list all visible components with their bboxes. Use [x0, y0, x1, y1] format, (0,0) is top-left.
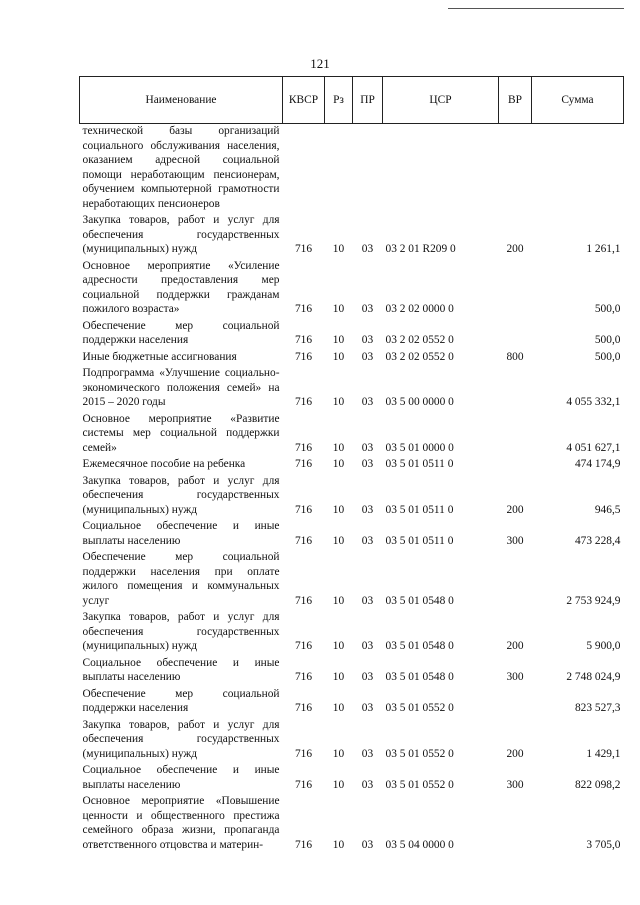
cell-name: Социальное обеспечение и иные выплаты населению — [82, 764, 280, 791]
cell-rz: 10 — [332, 334, 345, 346]
cell-csr: 03 5 01 0548 0 — [385, 671, 454, 683]
cell-sum: 823 527,3 — [574, 702, 621, 714]
cell-sum: 4 055 332,1 — [566, 396, 621, 408]
cell-name: Закупка товаров, работ и услуг для обеспечения государственных (муниципальных) нужд — [82, 718, 280, 760]
cell-name: Основное мероприятие «Усиление адресности предоставления мер социальной поддержки гражданам пожилого возраста» — [82, 259, 280, 315]
cell-sum: 473 228,4 — [574, 534, 621, 547]
cell-name: Ежемесячное пособие на ребенка — [82, 458, 246, 470]
cell-rz: 10 — [332, 640, 345, 652]
cell-rz: 10 — [332, 534, 345, 547]
cell-sum: 822 098,2 — [574, 778, 621, 791]
cell-name: Обеспечение мер социальной поддержки населения — [82, 319, 280, 346]
cell-vr — [499, 550, 532, 610]
cell-name: Иные бюджетные ассигнования — [82, 350, 237, 363]
cell-rz: 10 — [332, 303, 345, 315]
cell-vr: 300 — [506, 778, 524, 791]
cell-name: Обеспечение мер социальной поддержки населения при оплате жилого помещения и коммунальных услуг — [82, 551, 280, 607]
cell-kvsr: 716 — [294, 243, 313, 255]
cell-csr: 03 5 01 0552 0 — [385, 747, 454, 760]
cell-csr: 03 5 01 0000 0 — [385, 441, 454, 454]
cell-pr: 03 — [361, 594, 374, 607]
cell-vr — [499, 794, 532, 854]
cell-kvsr: 716 — [294, 747, 313, 760]
cell-kvsr: 716 — [294, 334, 313, 346]
cell-csr — [383, 124, 499, 214]
cell-vr — [499, 687, 532, 718]
cell-name: Закупка товаров, работ и услуг для обеспечения государственных (муниципальных) нужд — [82, 611, 280, 652]
table-row — [80, 366, 624, 412]
cell-csr: 03 5 00 0000 0 — [385, 396, 454, 408]
cell-name: Социальное обеспечение и иные выплаты населению — [82, 520, 280, 547]
cell-csr: 03 2 02 0552 0 — [385, 334, 454, 346]
cell-csr: 03 5 01 0552 0 — [385, 778, 454, 791]
cell-sum: 1 429,1 — [586, 747, 621, 760]
cell-vr: 200 — [506, 747, 524, 760]
cell-kvsr: 716 — [294, 503, 313, 516]
header-vr: ВР — [499, 77, 532, 124]
cell-kvsr — [283, 124, 325, 214]
cell-pr: 03 — [361, 503, 374, 516]
cell-pr: 03 — [361, 396, 374, 408]
cell-vr — [499, 412, 532, 458]
cell-csr: 03 5 01 0511 0 — [385, 458, 454, 470]
header-rz: Рз — [325, 77, 353, 124]
cell-sum: 2 753 924,9 — [566, 594, 621, 607]
table-row — [80, 656, 624, 687]
cell-name: Закупка товаров, работ и услуг для обеспечения государственных (муниципальных) нужд — [82, 214, 280, 255]
cell-sum: 500,0 — [594, 334, 621, 346]
cell-sum: 3 705,0 — [586, 838, 621, 851]
table-row — [80, 474, 624, 520]
cell-vr: 800 — [506, 350, 524, 363]
cell-pr: 03 — [361, 441, 374, 454]
cell-csr: 03 2 02 0000 0 — [385, 303, 454, 315]
cell-kvsr: 716 — [294, 778, 313, 791]
cell-name: Основное мероприятие «Развитие системы мер социальной поддержки семей» — [82, 412, 280, 454]
cell-name: Подпрограмма «Улучшение социально-экономического положения семей» на 2015 – 2020 годы — [82, 367, 280, 408]
cell-pr: 03 — [361, 350, 374, 363]
cell-sum — [532, 124, 624, 214]
cell-kvsr: 716 — [294, 303, 313, 315]
cell-vr — [499, 259, 532, 319]
cell-rz: 10 — [332, 243, 345, 255]
header-sum: Сумма — [532, 77, 624, 124]
cell-rz: 10 — [332, 396, 345, 408]
table-header-row — [80, 77, 624, 124]
cell-rz: 10 — [332, 350, 345, 363]
cell-vr: 200 — [506, 503, 524, 516]
cell-sum: 500,0 — [594, 350, 621, 363]
header-csr: ЦСР — [383, 77, 499, 124]
header-name: Наименование — [80, 77, 283, 124]
table-row — [80, 213, 624, 259]
cell-csr: 03 5 04 0000 0 — [385, 838, 454, 851]
cell-csr: 03 5 01 0511 0 — [385, 503, 454, 516]
cell-rz: 10 — [332, 441, 345, 454]
cell-csr: 03 5 01 0511 0 — [385, 534, 454, 547]
cell-pr: 03 — [361, 702, 374, 714]
cell-kvsr: 716 — [294, 441, 313, 454]
table-row — [80, 763, 624, 794]
cell-sum: 5 900,0 — [586, 640, 621, 652]
cell-pr: 03 — [361, 334, 374, 346]
cell-name: Обеспечение мер социальной поддержки населения — [82, 687, 280, 714]
cell-vr: 200 — [506, 640, 524, 652]
cell-pr: 03 — [361, 778, 374, 791]
table-row — [80, 519, 624, 550]
cell-vr — [499, 124, 532, 214]
cell-csr: 03 5 01 0548 0 — [385, 594, 454, 607]
cell-pr: 03 — [361, 303, 374, 315]
cell-sum: 2 748 024,9 — [566, 671, 621, 683]
cell-kvsr: 716 — [294, 640, 313, 652]
cell-pr: 03 — [361, 747, 374, 760]
cell-vr: 300 — [506, 534, 524, 547]
cell-kvsr: 716 — [294, 350, 313, 363]
cell-sum: 4 051 627,1 — [566, 441, 621, 454]
table-row — [80, 259, 624, 319]
cell-pr: 03 — [361, 458, 374, 470]
cell-rz: 10 — [332, 458, 345, 470]
cell-rz: 10 — [332, 503, 345, 516]
cell-pr: 03 — [361, 243, 374, 255]
cell-rz: 10 — [332, 671, 345, 683]
cell-csr: 03 5 01 0552 0 — [385, 702, 454, 714]
table-row — [80, 412, 624, 458]
cell-kvsr: 716 — [294, 838, 313, 851]
top-rule — [448, 8, 624, 9]
cell-pr: 03 — [361, 640, 374, 652]
cell-rz: 10 — [332, 702, 345, 714]
cell-vr — [499, 366, 532, 412]
table-row — [80, 124, 624, 214]
table-row — [80, 550, 624, 610]
table-row — [80, 319, 624, 350]
cell-kvsr: 716 — [294, 534, 313, 547]
table-row — [80, 610, 624, 656]
cell-kvsr: 716 — [294, 671, 313, 683]
cell-vr — [499, 457, 532, 474]
budget-table — [79, 76, 624, 854]
cell-kvsr: 716 — [294, 396, 313, 408]
cell-rz: 10 — [332, 778, 345, 791]
table-row — [80, 794, 624, 854]
cell-rz — [325, 124, 353, 214]
cell-pr: 03 — [361, 534, 374, 547]
page-number: 121 — [310, 56, 330, 71]
cell-sum: 946,5 — [594, 503, 621, 516]
cell-pr: 03 — [361, 838, 374, 851]
cell-name: Социальное обеспечение и иные выплаты населению — [82, 656, 280, 683]
cell-kvsr: 716 — [294, 594, 313, 607]
table-row — [80, 350, 624, 367]
cell-pr: 03 — [361, 671, 374, 683]
cell-pr — [353, 124, 383, 214]
cell-sum: 474 174,9 — [574, 458, 621, 470]
cell-name: Закупка товаров, работ и услуг для обеспечения государственных (муниципальных) нужд — [82, 474, 280, 516]
cell-name: технической базы организаций социального обслуживания населения, оказанием адресной социальной помощи неработающим пенсионерам, обучением компьютерной грамотности неработающих пенсионеров — [82, 125, 280, 210]
cell-vr — [499, 319, 532, 350]
cell-kvsr: 716 — [294, 458, 313, 470]
cell-sum: 500,0 — [594, 303, 621, 315]
table-row — [80, 457, 624, 474]
cell-sum: 1 261,1 — [586, 243, 621, 255]
cell-vr: 200 — [506, 243, 524, 255]
cell-rz: 10 — [332, 594, 345, 607]
cell-name: Основное мероприятие «Повышение ценности и общественного престижа семейного образа жизни, пропаганда ответственного отцовства и материн- — [82, 795, 280, 851]
cell-rz: 10 — [332, 747, 345, 760]
header-pr: ПР — [353, 77, 383, 124]
cell-csr: 03 2 01 R209 0 — [385, 243, 456, 255]
cell-kvsr: 716 — [294, 702, 313, 714]
cell-csr: 03 2 02 0552 0 — [385, 350, 454, 363]
table-row — [80, 687, 624, 718]
table-row — [80, 718, 624, 764]
cell-rz: 10 — [332, 838, 345, 851]
header-kvsr: КВСР — [283, 77, 325, 124]
cell-csr: 03 5 01 0548 0 — [385, 640, 454, 652]
cell-vr: 300 — [506, 671, 524, 683]
